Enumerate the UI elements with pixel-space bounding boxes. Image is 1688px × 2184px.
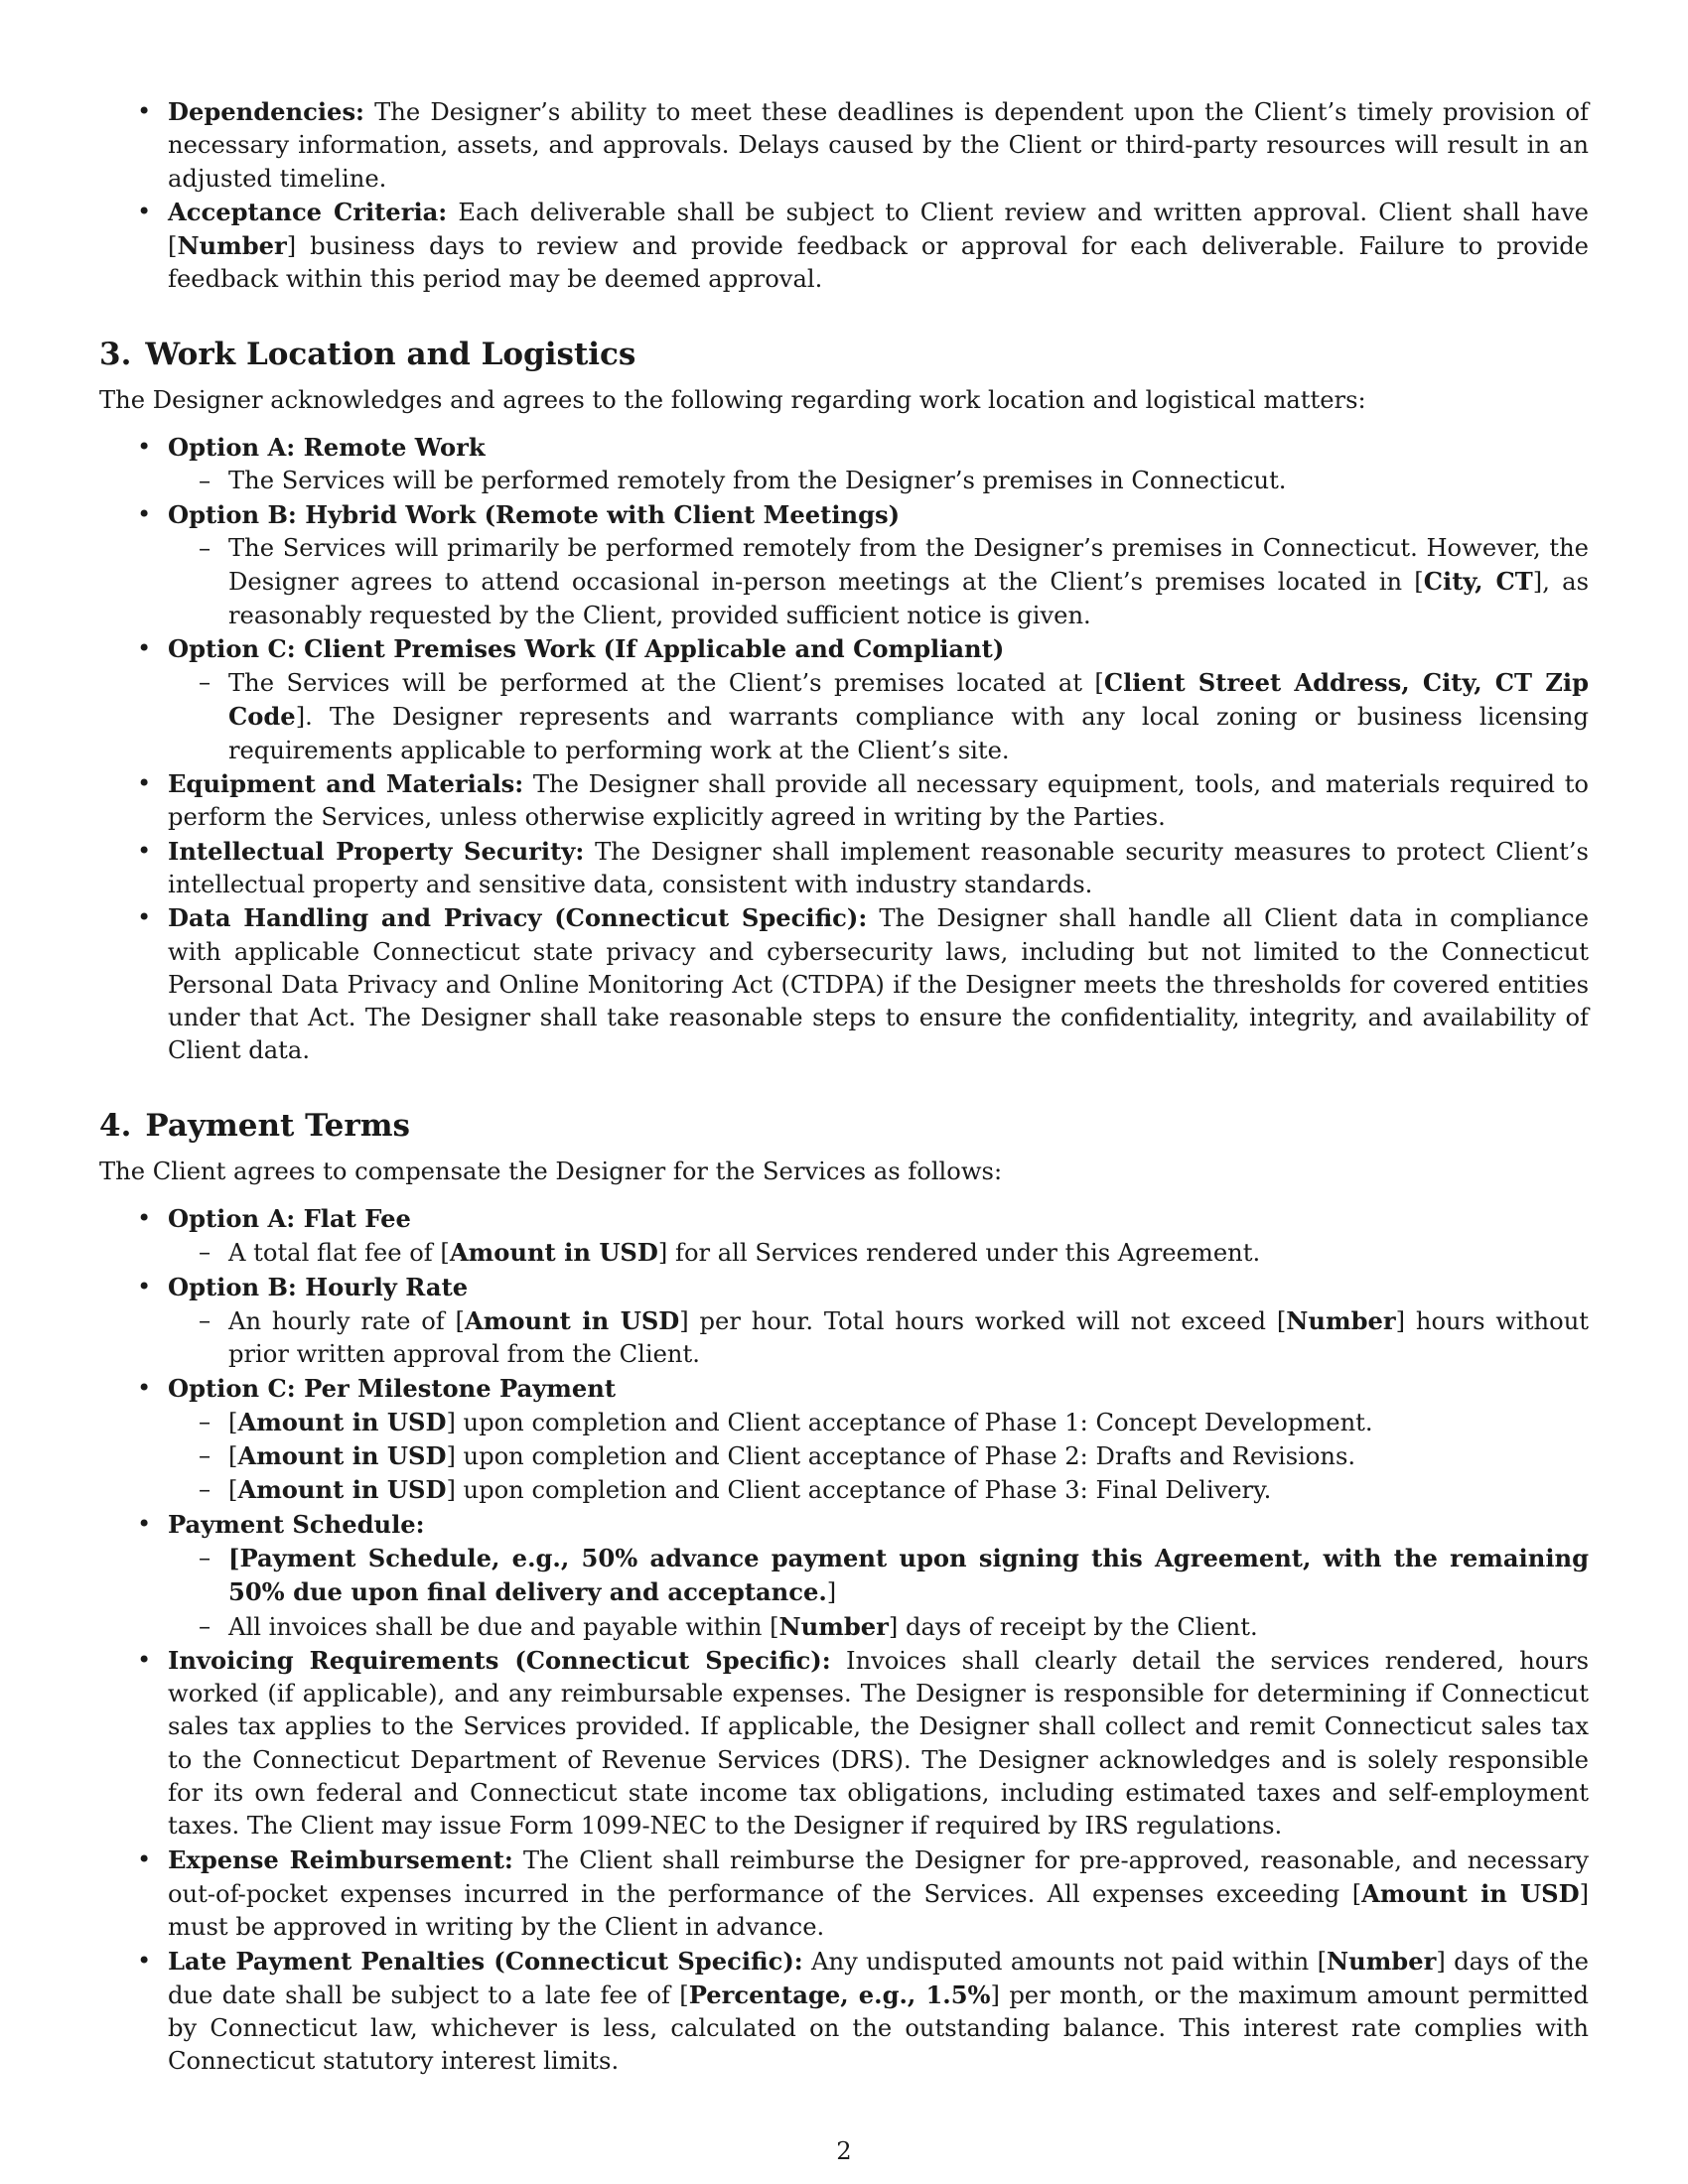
- ip-security-item: [99, 835, 1589, 902]
- option-label: Option A: Remote Work: [168, 433, 486, 463]
- item-text: ] days of the due date shall be subject to a late fee of [: [168, 1947, 1589, 2009]
- option-label: Option C: Per Milestone Payment: [168, 1373, 617, 1403]
- sub-item: [168, 532, 1589, 632]
- sub-list: [168, 1236, 1589, 1270]
- item-text: Each deliverable shall be subject to Client review and written approval. Client shall have [: [168, 198, 1589, 261]
- sub-item: – The Services will be performed remotely from the Designer’s premises in Connecticut.: [168, 465, 1589, 497]
- option-item: [99, 632, 1589, 767]
- sub-text: The Services will primarily be performed remotely from the Designer’s premises in Connecticut. However, the Designer agrees to attend occasional in-person meetings at the Client’s premises located in [: [228, 533, 1589, 597]
- item-text: ] must be approved in writing by the Client in advance.: [168, 1879, 1589, 1942]
- section-intro: The Designer acknowledges and agrees to the following regarding work location and logistical matters:: [99, 385, 1366, 414]
- section-heading: [99, 1106, 1589, 1146]
- item-label: Invoicing Requirements (Connecticut Specific):: [168, 1645, 831, 1675]
- sub-list: [168, 1304, 1589, 1372]
- item-text: The Designer’s ability to meet these deadlines is dependent upon the Client’s timely provision of necessary information, assets, and approvals. Delays caused by the Client or third-party resources will result in an adjusted timeline.: [168, 98, 1589, 193]
- option-label: Payment Schedule:: [168, 1509, 425, 1539]
- milestone-list: [168, 1406, 1589, 1508]
- sub-text: ] upon completion and Client acceptance of Phase 2: Drafts and Revisions.: [446, 1442, 1356, 1471]
- item-text: ] per month, or the maximum amount permitted by Connecticut law, whichever is less, calculated on the outstanding balance. This interest rate complies with Connecticut statutory interest limits.: [168, 1980, 1589, 2076]
- placeholder: City, CT: [1423, 567, 1533, 597]
- sub-text: ] days of receipt by the Client.: [888, 1612, 1258, 1641]
- item-label: Expense Reimbursement:: [168, 1844, 513, 1874]
- placeholder: Amount in USD: [1361, 1878, 1580, 1908]
- option-label: Option A: Flat Fee: [168, 1204, 411, 1234]
- placeholder: Amount in USD: [237, 1441, 447, 1471]
- sub-text: ] hours without prior written approval from the Client.: [228, 1306, 1589, 1369]
- section-number: 3.: [99, 336, 132, 372]
- item-text: The Designer shall handle all Client data in compliance with applicable Connecticut state privacy and cybersecurity laws, including but not limited to the Connecticut Personal Data Privacy and Online Monitoring Act (CTDPA) if the Designer meets the thresholds for covered entities under that Act. The Designer shall take reasonable steps to ensure the confidentiality, integrity, and availability of Client data.: [168, 904, 1590, 1065]
- placeholder: Payment Schedule, e.g., 50% advance payment upon signing this Agreement, with the remaining 50% due upon final delivery and acceptance.: [228, 1543, 1589, 1607]
- placeholder: Amount in USD: [237, 1407, 447, 1436]
- section-title: Payment Terms: [145, 1107, 410, 1144]
- sub-item: – [Payment Schedule, e.g., 50% advance payment upon signing this Agreement, with the remaining 50% due upon final delivery and acceptance.]: [168, 1542, 1589, 1610]
- sub-text: An hourly rate of [: [228, 1306, 465, 1335]
- deadline-terms-list: [99, 95, 1589, 297]
- expense-item: [99, 1843, 1589, 1945]
- item-text: The Designer shall provide all necessary equipment, tools, and materials required to perform the Services, unless otherwise explicitly agreed in writing by the Parties.: [168, 770, 1589, 832]
- placeholder: Number: [1286, 1305, 1396, 1335]
- option-label: Option B: Hourly Rate: [168, 1272, 469, 1301]
- data-privacy-item: [99, 901, 1589, 1067]
- sub-text: ] upon completion and Client acceptance of Phase 3: Final Delivery.: [446, 1476, 1272, 1505]
- payment-terms-list: [99, 1202, 1589, 2079]
- placeholder: Client Street Address, City, CT Zip Code: [228, 668, 1589, 732]
- placeholder: Number: [1327, 1946, 1437, 1976]
- section-number: 4.: [99, 1107, 132, 1144]
- placeholder: Amount in USD: [449, 1238, 658, 1268]
- item-text: The Designer shall implement reasonable security measures to protect Client’s intellectual property and sensitive data, consistent with industry standards.: [168, 837, 1589, 898]
- dependencies-item: [99, 95, 1589, 196]
- placeholder: Number: [778, 1611, 889, 1641]
- sub-text: All invoices shall be due and payable within [: [228, 1612, 779, 1641]
- sub-text: ] upon completion and Client acceptance of Phase 1: Concept Development.: [446, 1408, 1373, 1436]
- sub-item: [168, 1610, 1589, 1644]
- placeholder: Amount in USD: [465, 1305, 680, 1335]
- item-label: Data Handling and Privacy (Connecticut Specific):: [168, 903, 868, 933]
- option-item: [99, 1202, 1589, 1271]
- late-payment-item: [99, 1945, 1589, 2079]
- item-label: Late Payment Penalties (Connecticut Specific):: [168, 1946, 803, 1976]
- work-location-list: [99, 431, 1589, 1068]
- placeholder: Number: [177, 231, 287, 261]
- sub-list: [168, 1542, 1589, 1644]
- item-text: Any undisputed amounts not paid within [: [811, 1947, 1328, 1976]
- milestone-item: – [Amount in USD] upon completion and Client acceptance of Phase 1: Concept Development.: [168, 1406, 1589, 1439]
- item-text: The Client shall reimburse the Designer for pre-approved, reasonable, and necessary out-of-pocket expenses incurred in the performance of the Services. All expenses exceeding [: [168, 1845, 1589, 1908]
- equipment-item: [99, 767, 1589, 835]
- option-item: [99, 431, 1589, 498]
- item-text: ] business days to review and provide feedback or approval for each deliverable. Failure to provide feedback within this period may be deemed approval.: [168, 232, 1589, 294]
- invoicing-item: [99, 1644, 1589, 1843]
- sub-text: ] for all Services rendered under this Agreement.: [657, 1239, 1261, 1268]
- option-label: Option C: Client Premises Work (If Applicable and Compliant): [168, 633, 1005, 663]
- placeholder: Percentage, e.g., 1.5%: [688, 1979, 991, 2009]
- document-page: [99, 95, 1589, 2079]
- item-label: Acceptance Criteria:: [168, 197, 448, 226]
- milestone-item: – [Amount in USD] upon completion and Client acceptance of Phase 3: Final Delivery.: [168, 1473, 1589, 1507]
- section-title: Work Location and Logistics: [145, 336, 636, 372]
- item-text: Invoices shall clearly detail the services rendered, hours worked (if applicable), and any reimbursable expenses. The Designer is responsible for determining if Connecticut sales tax applies to the Services provided. If applicable, the Designer shall collect and remit Connecticut sales tax to the Connecticut Department of Revenue Services (DRS). The Designer acknowledges and is solely responsible for its own federal and Connecticut state income tax obligations, including estimated taxes and self-employment taxes. The Client may issue Form 1099-NEC to the Designer if required by IRS regulations.: [168, 1646, 1589, 1841]
- sub-text: ], as reasonably requested by the Client, provided sufficient notice is given.: [228, 568, 1589, 629]
- payment-schedule-item: [99, 1508, 1589, 1644]
- option-item: [99, 1372, 1589, 1508]
- sub-item: [168, 666, 1589, 767]
- section-intro: The Client agrees to compensate the Designer for the Services as follows:: [99, 1157, 1003, 1185]
- item-label: Equipment and Materials:: [168, 769, 524, 799]
- item-label: Intellectual Property Security:: [168, 836, 585, 866]
- sub-item: [168, 1236, 1589, 1270]
- sub-list: [168, 666, 1589, 767]
- sub-list: [168, 465, 1589, 497]
- sub-item: [168, 1304, 1589, 1372]
- item-label: Dependencies:: [168, 97, 364, 126]
- option-label: Option B: Hybrid Work (Remote with Client Meetings): [168, 499, 901, 529]
- sub-text: ]. The Designer represents and warrants compliance with any local zoning or business licensing requirements applicable to performing work at the Client’s site.: [228, 703, 1589, 764]
- sub-list: [168, 532, 1589, 632]
- sub-text: A total flat fee of [: [228, 1239, 450, 1268]
- section-heading: [99, 335, 1589, 374]
- option-item: [99, 1271, 1589, 1372]
- sub-text: ] per hour. Total hours worked will not exceed [: [679, 1306, 1287, 1335]
- page-number: 2: [836, 2137, 852, 2165]
- milestone-item: – [Amount in USD] upon completion and Client acceptance of Phase 2: Drafts and Revisions.: [168, 1439, 1589, 1473]
- placeholder: Amount in USD: [237, 1475, 447, 1505]
- sub-text: The Services will be performed at the Client’s premises located at [: [228, 669, 1104, 698]
- acceptance-criteria-item: [99, 196, 1589, 297]
- option-item: [99, 498, 1589, 632]
